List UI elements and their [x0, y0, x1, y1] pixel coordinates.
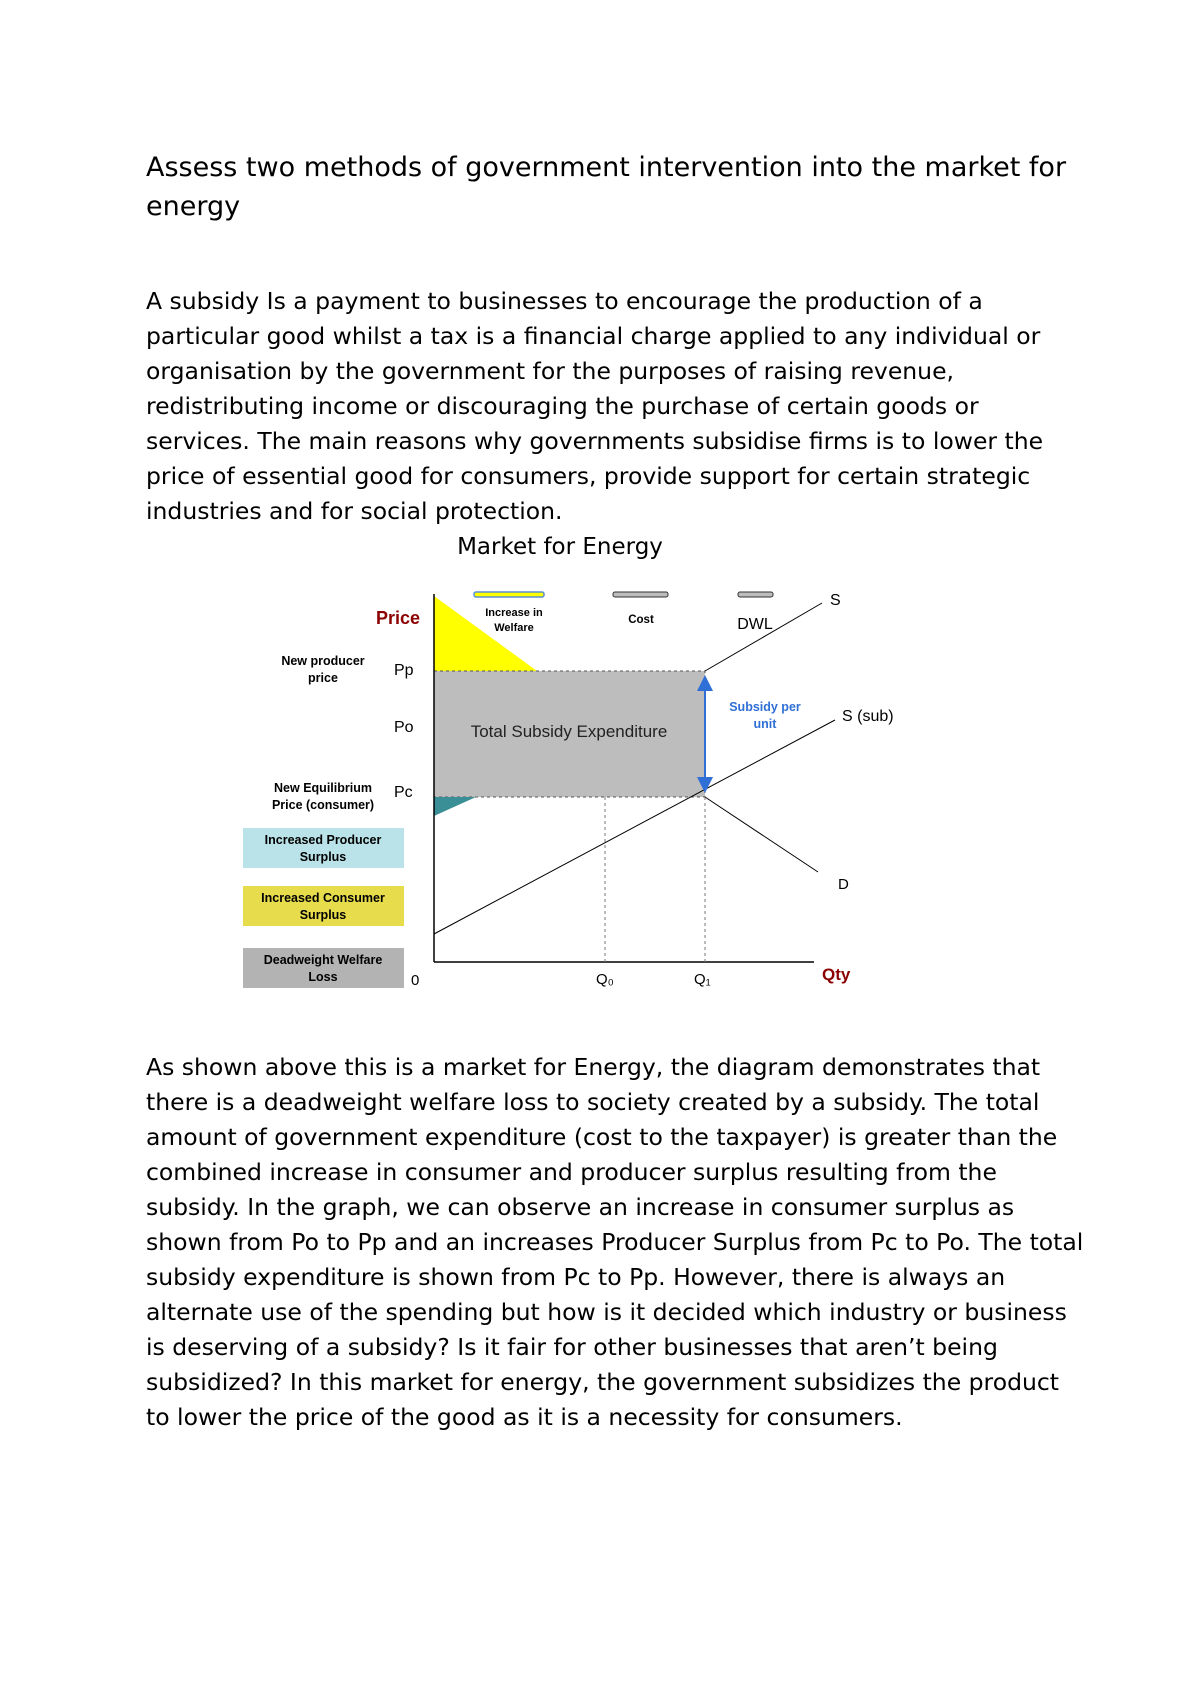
pp-label: Pp	[394, 662, 414, 679]
cost-swatch	[613, 592, 668, 597]
pc-label: Pc	[394, 784, 413, 801]
cost-label: Cost	[628, 614, 654, 626]
supply-label: S	[830, 592, 841, 609]
origin-label: 0	[411, 972, 420, 989]
subsidy-per-unit-line1: Subsidy per	[729, 700, 801, 714]
subsidy-per-unit-line2: unit	[753, 717, 777, 731]
qty-axis-label: Qty	[822, 965, 851, 984]
increase-welfare-line1: Increase in	[485, 607, 543, 619]
increase-welfare-line2: Welfare	[494, 622, 534, 634]
legend-dwl-line1: Deadweight Welfare	[263, 953, 383, 967]
legend-dwl-line2: Loss	[308, 970, 338, 984]
figure-caption: Market for Energy	[457, 534, 663, 560]
welfare-swatch	[474, 592, 544, 597]
analysis-paragraph: As shown above this is a market for Energy, the diagram demonstrates that there is a deadweight welfare loss to society created by a subsidy. The total amount of government expenditure (cost to the taxpayer) is greater than the combined increase in consumer and producer surplus resulting from the subsidy. In the graph, we can observe an increase in consumer surplus as shown from Po to Pp and an increases Producer Surplus from Pc to Po. The total subsidy expenditure is shown from Pc to Pp. However, there is always an alternate use of the spending but how is it decided which industry or business is deserving of a subsidy? Is it fair for other businesses that aren’t being subsidized? In this market for energy, the government subsidizes the product to lower the price of the good as it is a necessity for consumers.	[146, 1053, 1084, 1431]
q1-label: Q₁	[694, 971, 711, 988]
demand-curve	[705, 797, 818, 872]
legend-producer-line2: Surplus	[299, 850, 347, 864]
price-axis-label: Price	[376, 608, 421, 628]
legend-consumer-line1: Increased Consumer	[261, 891, 385, 905]
legend-producer-line1: Increased Producer	[264, 833, 382, 847]
po-label: Po	[394, 719, 414, 736]
demand-label: D	[838, 876, 849, 893]
producer-surplus-area	[434, 797, 476, 816]
dwl-swatch	[738, 592, 773, 597]
new-equilibrium-line1: New Equilibrium	[274, 781, 372, 795]
essay-title: Assess two methods of government intervention into the market for energy	[146, 152, 1067, 222]
intro-paragraph: A subsidy Is a payment to businesses to encourage the production of a particular good whilst a tax is a financial charge applied to any individual or organisation by the government for the purposes of raising revenue, redistributing income or discouraging the purchase of certain goods or services. The main reasons why governments subsidise firms is to lower the price of essential good for consumers, provide support for certain strategic industries and for social protection.	[146, 287, 1044, 525]
new-producer-price-line2: price	[308, 671, 338, 685]
supply-curve	[705, 603, 822, 671]
q0-label: Q₀	[596, 971, 614, 988]
new-equilibrium-line2: Price (consumer)	[271, 798, 375, 812]
legend-consumer-line2: Surplus	[299, 908, 347, 922]
new-producer-price-line1: New producer	[281, 654, 365, 668]
supply-subsidy-label: S (sub)	[842, 708, 894, 725]
dwl-label: DWL	[737, 616, 773, 633]
subsidy-box-label: Total Subsidy Expenditure	[470, 722, 668, 741]
